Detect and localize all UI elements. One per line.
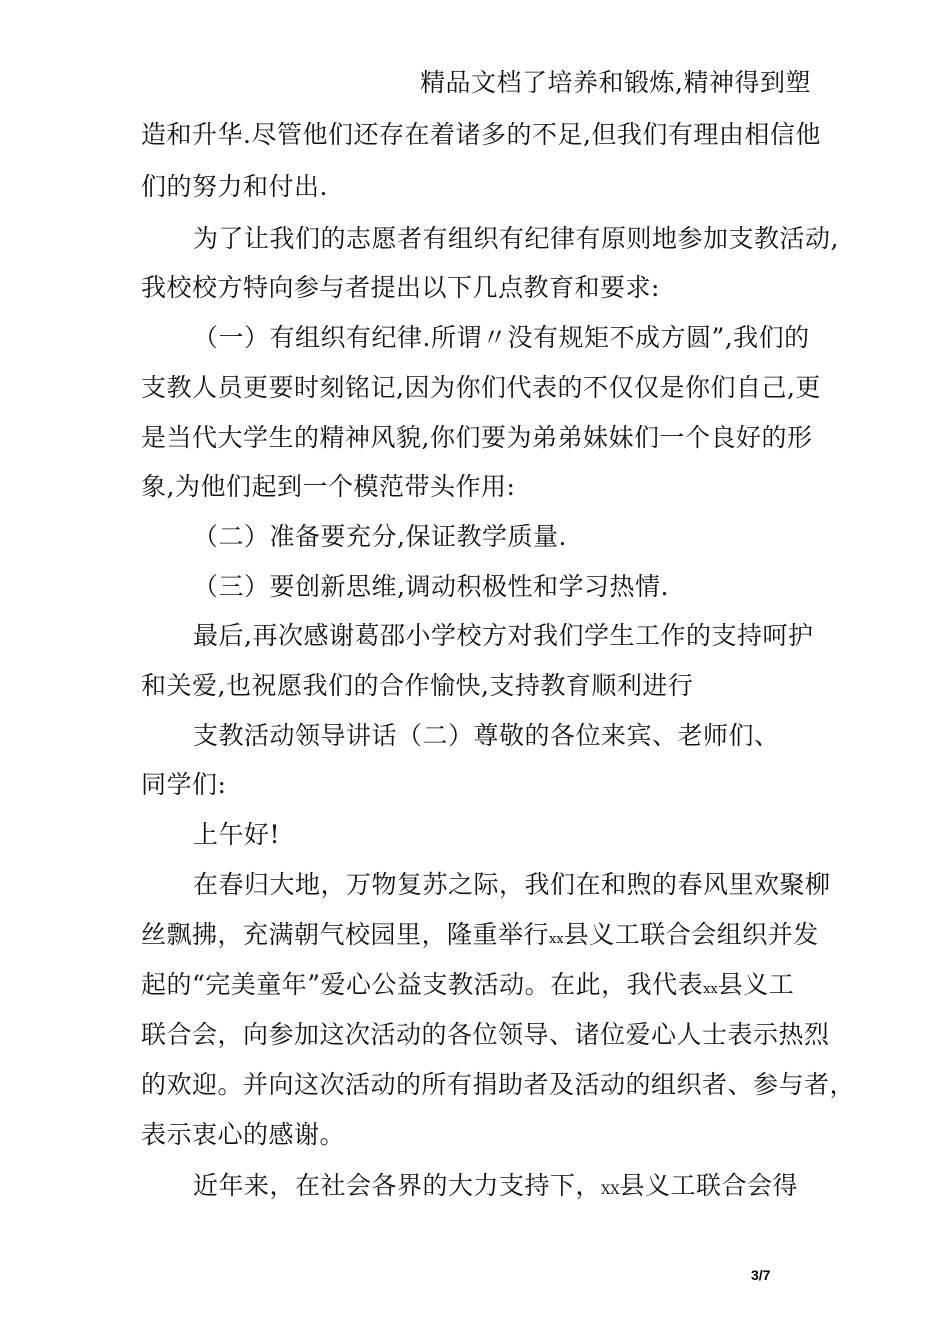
text-line: 们的努力和付出. — [141, 172, 328, 201]
text-line: （一）有组织有纪律.所谓〃没有规矩不成方圆”,我们的 — [193, 323, 810, 352]
text-segment: 丝飘拂，充满朝气校园里，隆重举行 — [141, 920, 550, 949]
text-line — [141, 920, 819, 955]
text-segment: 起的“完美童年”爱心公益支教活动。在此，我代表 — [141, 970, 704, 999]
text-line: 支教人员更要时刻铭记,因为你们代表的不仅仅是你们自己,更 — [141, 373, 821, 402]
text-line — [193, 1171, 798, 1206]
header-line: 精品文档了培养和锻炼,精神得到塑 — [420, 68, 811, 97]
text-line: （二）准备要充分,保证教学质量. — [193, 522, 567, 551]
text-line: 同学们: — [141, 770, 227, 799]
text-line — [141, 970, 794, 1005]
text-line: 支教活动领导讲话（二）尊敬的各位来宾、老师们、 — [193, 721, 780, 750]
text-line: 是当代大学生的精神风貌,你们要为弟弟妹妹们一个良好的形 — [141, 423, 813, 452]
text-line: 的欢迎。并向这次活动的所有捐助者及活动的组织者、参与者， — [141, 1070, 856, 1099]
text-line: 上午好! — [193, 820, 281, 849]
text-line: 联合会，向参加这次活动的各位领导、诸位爱心人士表示热烈 — [141, 1020, 830, 1049]
text-line: 我校校方特向参与者提出以下几点教育和要求: — [141, 273, 660, 302]
text-line: 造和升华.尽管他们还存在着诸多的不足,但我们有理由相信他 — [141, 120, 821, 149]
text-line: 表示衷心的感谢。 — [141, 1120, 346, 1149]
text-segment: XX — [601, 1183, 620, 1198]
text-line: 象,为他们起到一个模范带头作用: — [141, 472, 516, 501]
text-segment: 近年来，在社会各界的大力支持下， — [193, 1171, 602, 1200]
text-segment: xx — [549, 932, 564, 947]
text-line: （三）要创新思维,调动积极性和学习热情. — [193, 572, 669, 601]
text-line: 在春归大地，万物复苏之际，我们在和煦的春风里欢聚柳 — [193, 870, 831, 899]
text-line: 为了让我们的志愿者有组织有纪律有原则地参加支教活动, — [193, 224, 839, 253]
page-number: 3/7 — [751, 1267, 771, 1283]
text-line: 最后,再次感谢葛邵小学校方对我们学生工作的支持呵护 — [193, 621, 814, 650]
text-segment: 县义工 — [717, 970, 795, 999]
text-segment: xx — [703, 982, 718, 997]
text-segment: 县义工联合会得 — [619, 1171, 799, 1200]
text-line: 和关爱,也祝愿我们的合作愉快,支持教育顺利进行 — [141, 671, 694, 700]
text-segment: 县义工联合会组织并发 — [563, 920, 819, 949]
